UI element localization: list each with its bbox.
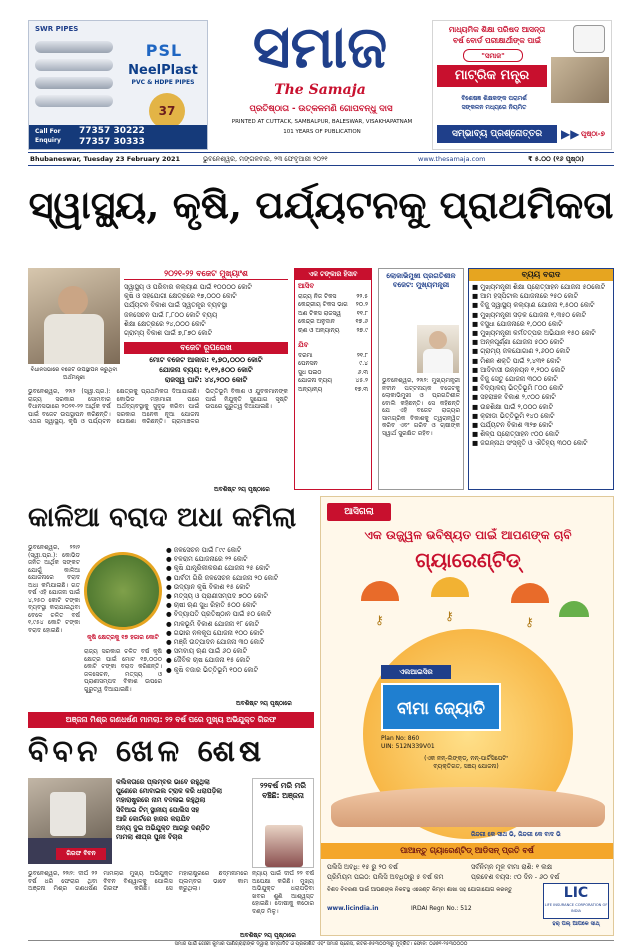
kalia-badge-caption: କୃଷି କ୍ଷେତ୍ରକୁ ୧୭ ହଜାର କୋଟି (87, 634, 159, 641)
kalia-body-2: ରାଜ୍ୟ ସରକାର ଚଳିତ ବର୍ଷ କୃଷି କ୍ଷେତ୍ର ପାଇଁ ମୋଟ ୧୭,୦୦୦ କୋଟି ଟଙ୍କା ବରାଦ କରିଛନ୍ତି। ଜଳସେଚନ, ମତ୍ସ୍ୟ ଓ ପ୍ରାଣୀସମ୍ପଦ ବିକାଶ ଉପରେ ଗୁରୁତ୍ୱ ଦିଆଯାଇଛି। (84, 648, 162, 693)
parachute-icon (511, 583, 549, 603)
biban-bullet: ସିବିଆଇ ଟିମ୍ ସ୍ଥାନୀୟ ପୋଲିସ ସହ (116, 805, 200, 814)
income-row: କେନ୍ଦ୍ରୀୟ ଟିକସ ଭାଗ ୨୦.୨ (298, 301, 368, 309)
summary-2: ରାଜସ୍ୱ ଘାଟି: ୪୪,୨୦୦ କୋଟି (164, 376, 248, 384)
dateline-price: ₹ ୫.୦୦ (୧୬ ପୃଷ୍ଠା) (528, 155, 585, 163)
expense-head: ଯିବ (298, 341, 309, 350)
kalia-item: ● ଜଳସେଚନ ପାଇଁ ୮୯୯ କୋଟି (166, 546, 242, 554)
phone-2[interactable]: 77357 30333 (79, 137, 145, 147)
anniversary-badge (149, 93, 185, 129)
biban-bullet: ଅନ୍ୟ ଦୁଇ ଅଭିଯୁକ୍ତ ଆଗରୁ ଦଣ୍ଡିତ (116, 824, 210, 833)
kalia-item: ● କୃଷି ଯାନ୍ତ୍ରିକୀକରଣ ଯୋଜନା ୨୫ କୋଟି (166, 564, 270, 573)
summary-total: ମୋଟ ବଜେଟ ଆକାର: ୧,୭୦,୦୦୦ କୋଟି (149, 356, 263, 364)
highlight-item: ଜଳସେଚନ ପାଇଁ ୮,୮୦୦ କୋଟି ବ୍ୟୟ (124, 310, 218, 319)
masthead-subtitle: The Samaja (274, 82, 366, 98)
expense-row: ଦରମା ୨୧.୮ (298, 352, 368, 360)
parachute-icon (431, 577, 469, 597)
summary-banner: ବଜେଟ ରୂପରେଖ (124, 342, 288, 354)
biban-bullets (116, 778, 250, 842)
key-icon: ⚷ (525, 615, 534, 629)
spending-item: ■ ଆମ ହସ୍ପିଟାଲ ଯୋଜନାରେ ୨୫୦ କୋଟି (472, 292, 579, 301)
kalia-item: ● ବିଦ୍ୟାପତି ପ୍ରତିଷ୍ଠାନ ପାଇଁ ୫୦ କୋଟି (166, 610, 272, 619)
spending-title: ବ୍ୟୟ ବରାଦ (469, 269, 613, 281)
matric-line1: ମାଧ୍ୟମିକ ଶିକ୍ଷା ପରିଷଦ ଆସନ୍ତା (448, 25, 546, 34)
matric-banner: ସମ୍ଭାବ୍ୟ ପ୍ରଶ୍ନୋତ୍ତର (437, 125, 557, 143)
lic-sms-line: ବିଶଦ ବିବରଣୀ ପାଇଁ ଆପଣଙ୍କ ନିକଟସ୍ଥ ଏଜେଣ୍ଟ କିମ୍ବା ଶାଖା ସହ ଯୋଗାଯୋଗ କରନ୍ତୁ (327, 887, 513, 893)
students-photo (551, 57, 609, 103)
biban-bullet: କଲିକତାରେ ପ୍ଲମ୍ବର ଭାବେ ରହୁଥିଲା (116, 778, 210, 786)
expense-row: ସୁଧ ପଇଠ ୬.୩ (298, 368, 368, 376)
lic-footer-tagline: ହର୍ ପଲ୍ ଆପକେ ସାଥ୍ (552, 921, 600, 927)
call-label: Call For (35, 128, 61, 135)
psl-logo: PSL (145, 41, 183, 60)
highlight-item: ପର୍ଯ୍ୟଟନ ବିକାଶ ପାଇଁ ସ୍ୱତନ୍ତ୍ର ବ୍ୟବସ୍ଥା (124, 301, 228, 310)
kalia-item: ● ଗଭୀର ନଳକୂପ ଯୋଜନା ୧୦୦ କୋଟି (166, 628, 264, 637)
phone-1[interactable]: 77357 30222 (79, 126, 145, 136)
plan-small: ଏଲଆଇସିର (381, 665, 451, 679)
masthead-tagline: ପ୍ରତିଷ୍ଠାତା - ଉତ୍କଳମଣି ଗୋପବନ୍ଧୁ ଦାସ (249, 104, 393, 114)
kalia-headline[interactable]: କାଳିଆ ବରାଦ ଅଧା କମିଲା (28, 502, 297, 533)
cm-box-title: ଲୋକାଭିମୁଖୀ ପ୍ରଗତିଶୀଳ ବଜେଟ: ମୁଖ୍ୟମନ୍ତ୍ରୀ (386, 272, 456, 289)
kalia-item: ● ଜୈବିକ ଚାଷ ଯୋଜନା ୧୫ କୋଟି (166, 656, 251, 665)
lic-logo-text: LIC (563, 885, 589, 901)
highlight-item: ସ୍ୱାସ୍ଥ୍ୟ ଓ ପରିବାର କଲ୍ୟାଣ ପାଇଁ ୧୦୦୦୦ କୋଟି (124, 283, 252, 291)
dateline-web[interactable]: www.thesamaja.com (418, 155, 486, 163)
highlight-item: ଗ୍ରାମ୍ୟ ବିକାଶ ପାଇଁ ୭,୮୭୦ କୋଟି (124, 329, 213, 338)
income-row: ରାଜ୍ୟ ନିଜ ଟିକସ ୨୨.୫ (298, 293, 368, 300)
kalia-item: ● ମାଳଭୂମି ବିକାଶ ଯୋଜନା ୧୮ କୋଟି (166, 619, 260, 628)
dateline-middle: ଭୁବନେଶ୍ୱର, ମଙ୍ଗଳବାର, ୨୩ ଫେବୃଆରୀ ୨୦୨୧ (203, 155, 328, 163)
farmer-photo-badge[interactable] (84, 552, 162, 630)
spending-item: ■ ବିଜୁ ସ୍ୱାସ୍ଥ୍ୟ କଲ୍ୟାଣ ଯୋଜନା ୧,୫୦୦ କୋଟି (472, 301, 595, 310)
pipes-illustration (35, 37, 113, 113)
biban-body: ଭୁବନେଶ୍ୱର, ୨୨ା୨: ଦୀର୍ଘ ୨୨ ବର୍ଷ ଧରି ଫେରାର ଥିବା ଅଞ୍ଜନା ମିଶ୍ର ଗଣଧର୍ଷଣ ମାମଲାର ମୁଖ୍ୟ ଅଭିଯୁକ୍ତ ବିବନ ବିଶ୍ୱାଳକୁ ପୋଲିସ ଗିରଫ କରିଛି। ସେ ମହାରାଷ୍ଟ୍ରରେ ଛଦ୍ମନାମରେ ପ୍ଲମ୍ବର ଭାବେ କାମ କରୁଥିଲା। (28, 870, 248, 892)
lic-tree-line: ଜିନ୍ଦଗୀ କେ ସାଥ ଭି, ଜିନ୍ଦଗୀ କେ ବାଦ ଭି (471, 831, 561, 838)
lic-detail-1: ପଲିସି ଅବଧି: ୧୫ ରୁ ୨୦ ବର୍ଷ (327, 863, 398, 871)
budget-photo[interactable] (28, 268, 120, 364)
spending-item: ■ ମୁଖ୍ୟମନ୍ତ୍ରୀ ଶିକ୍ଷା ପ୍ରୋତ୍ସାହନ ଯୋଜନା ୫୦କୋଟି (472, 283, 606, 291)
key-icon: ⚷ (445, 609, 454, 623)
expense-row: ଯୋଜନା ବ୍ୟୟ ୪୫.୨ (298, 377, 368, 385)
page-footer: ସମାଜ ପାଇଁ ଗୌରୀ କୁମାର ପାଣିଗ୍ରାହୀଙ୍କ ଦ୍ୱାରା ସମ୍ପାଦିତ ଓ ପ୍ରକାଶିତ ଏବଂ ସମାଜ ପ୍ରେସ, କଟକ-୭୫୩୦୦୩ରୁ ମୁଦ୍ରିତ। ଫୋନ: ୦୬୭୧-୨୫୩୦୦୦୦ (28, 940, 614, 948)
lic-tagline: ଏକ ଉଜ୍ଜ୍ୱଳ ଭବିଷ୍ୟତ ପାଇଁ ଆପଣଙ୍କ ଚାବି (364, 528, 572, 542)
lic-full-name: LIFE INSURANCE CORPORATION OF INDIA (544, 903, 608, 913)
lic-logo (543, 883, 609, 919)
masthead-years: 101 YEARS OF PUBLICATION (283, 129, 361, 135)
highlight-item: କୃଷି ଓ ସହଯୋଗୀ କ୍ଷେତ୍ରରେ ୧୭,୦୦୦ କୋଟି (124, 292, 237, 301)
biban-bullet: ପୁଣେରେ ମୋବାଇଲ ଟ୍ରାକ କରି ଧରାପଡ଼ିଲା (116, 787, 223, 796)
ad-brand: NeelPlast (128, 63, 198, 78)
rupee-table-title: ଏକ ଟଙ୍କାର ହିସାବ (295, 269, 371, 280)
matric-line4: ସଙ୍କଳନ ମଧ୍ୟରେ ନିୟମିତ (461, 104, 527, 111)
spending-item: ■ ମୁଖ୍ୟମନ୍ତ୍ରୀ କର୍ମତତ୍ପର ଅଭିଯାନ ୧୫୦ କୋଟି (472, 329, 596, 338)
income-row: ଋଣ ଓ ଅନ୍ୟାନ୍ୟ ୨୭.୯ (298, 326, 368, 334)
enquiry-label: Enquiry (35, 137, 61, 144)
plan-no: Plan No: 860 (381, 735, 420, 742)
budget-photo-caption: ବିଧାନସଭାରେ ବଜେଟ ଉପସ୍ଥାପନ କରୁଥିବା ଅର୍ଥମନ୍ତ୍ରୀ (30, 367, 118, 381)
lic-strip: ପାଆନ୍ତୁ ଗ୍ୟାରେଣ୍ଟିଡ୍ ଆଡିସନ୍ ପ୍ରତି ବର୍ଷ (321, 843, 613, 859)
kalia-list (166, 546, 314, 675)
kalia-item: ● ଉଦ୍ୟାନ କୃଷି ବିକାଶ ୧୫ କୋଟି (166, 582, 250, 591)
plan-sub-2: ବ୍ୟକ୍ତିଗତ, ସଞ୍ଚୟ ଯୋଜନା) (433, 763, 499, 770)
hands-illustration (331, 787, 605, 827)
kalia-item: ● ମଞ୍ଜି ଉତ୍ପାଦନ ଯୋଜନା ୩୦ କୋଟି (166, 638, 265, 647)
ad-right-matric[interactable] (432, 20, 612, 150)
biban-bullet: ଆଜି କୋର୍ଟରେ ହାଜର କରାଯିବ (116, 814, 191, 823)
highlights-title: ୨୦୨୧-୨୨ ବଜେଟ ମୁଖ୍ୟାଂଶ (124, 268, 288, 280)
dateline-bar (28, 152, 614, 166)
spending-panel (468, 268, 614, 490)
plan-sub-1: (ଏକ ନନ୍‌-ଲିଙ୍କ୍‌ଡ୍, ନନ୍‌-ପାର୍ଟିସିପେଟିଂ (424, 755, 508, 762)
cm-box-body: ଭୁବନେଶ୍ୱର, ୨୨ା୨: ମୁଖ୍ୟମନ୍ତ୍ରୀ ନବୀନ ପଟ୍ଟନାୟକ ବଜେଟକୁ ଲୋକାଭିମୁଖୀ ଓ ପ୍ରଗତିଶୀଳ ବୋଲି କହିଛନ୍ତି। ସେ କହିଛନ୍ତି ଯେ ଏହି ବଜେଟ ରାଜ୍ୟର ସାମଗ୍ରିକ ବିକାଶକୁ ତ୍ୱରାନ୍ୱିତ କରିବ ଏବଂ ଗରିବ ଓ ଚାଷୀଙ୍କ ସ୍ୱାର୍ଥ ସୁରକ୍ଷିତ ରହିବ। (382, 377, 460, 437)
lic-web[interactable]: www.licindia.in (327, 905, 379, 912)
masthead-printed: PRINTED AT CUTTACK, SAMBALPUR, BALESWAR, VISAKHAPATNAM (231, 119, 413, 125)
ad-tag: SWR PIPES (35, 25, 79, 33)
matric-line3: ବିଶେଷଜ୍ଞ ଶିକ୍ଷକଙ୍କ ପରାମର୍ଶ (461, 95, 527, 102)
key-icon: ⚷ (375, 613, 384, 627)
kalia-item: ● ଚାଷୀ ଋଣ ସୁଧ ରିହାତି ୫୦୦ କୋଟି (166, 601, 257, 610)
spending-item: ■ ପର୍ଯ୍ୟଟନ ବିକାଶ ୩୨୭ କୋଟି (472, 421, 553, 430)
spending-item: ■ ଅନ୍ନପୂର୍ଣ୍ଣା ଯୋଜନା ୫୦୦ କୋଟି (472, 338, 564, 347)
expense-row: ପେନସନ ୯.୪ (298, 360, 368, 368)
spending-item: ■ ଆଦିବାସୀ ଉନ୍ନୟନ ୧,୨୦୦ କୋଟି (472, 365, 566, 374)
lic-ad[interactable] (320, 496, 614, 936)
masthead-title[interactable]: ସମାଜ (252, 13, 388, 81)
arrow-icon: ▶▶ (561, 127, 580, 141)
anjana-photo (265, 825, 303, 867)
spending-item: ■ ସହରାଞ୍ଚଳ ବିକାଶ ୨,୯୦୦ କୋଟି (472, 393, 556, 402)
ad-left-neelplast[interactable] (28, 20, 208, 150)
lic-irda: IRDAI Regn No.: 512 (411, 905, 472, 912)
biban-bullet: ମହାରାଷ୍ଟ୍ରରେ ନାମ ବଦଳାଇ ରହୁଥିଲା (116, 796, 206, 805)
biban-photo-caption: ଗିରଫ ବିବନ (56, 848, 106, 860)
parachute-icon (559, 601, 589, 617)
highlights-list (124, 283, 288, 338)
kalia-item: ● ବଳରାମ ଯୋଜନାରେ ୨୨ କୋଟି (166, 555, 248, 564)
kalia-item: ● ସମବାୟ ଋଣ ପାଇଁ ୬୦ କୋଟି (166, 647, 248, 656)
spending-item: ■ କ୍ରୀଡା ଭିତ୍ତିଭୂମି ୧୪୦ କୋଟି (472, 411, 555, 420)
spending-item: ■ ମୁଖ୍ୟମନ୍ତ୍ରୀ ସଡ଼କ ଯୋଜନା ୧,୩୫୦ କୋଟି (472, 310, 587, 319)
biban-bullet: ମାମଲା ଶୀଘ୍ର ପୁନଃ ବିଚାର (116, 833, 183, 842)
ad-subtitle: PVC & HDPE PIPES (131, 79, 195, 86)
school-logo (573, 25, 605, 53)
lic-badge: ଆସିଗଲା (327, 503, 391, 521)
spending-item: ■ ଗ୍ରାମ୍ୟ ଜଳଯୋଗାଣ ୨,୬୦୦ କୋଟି (472, 347, 571, 356)
matric-highlight: ମାଟ୍ରିକ ମନ୍ତ୍ର (437, 65, 547, 87)
spending-list (469, 281, 613, 451)
plan-name: ବୀମା ଜ୍ୟୋତି (381, 683, 501, 731)
kalia-continued[interactable]: ଅବଶିଷ୍ଟ ୨ୟ ପୃଷ୍ଠାରେ (236, 700, 292, 707)
spending-item: ■ ମିଶନ ଶକ୍ତି ପାଇଁ ୨,୪୩୧ କୋଟି (472, 356, 561, 365)
spending-item: ■ ବିଜୁ ସେତୁ ଯୋଜନା ୩୦୦ କୋଟି (472, 375, 558, 384)
rupee-table (294, 268, 372, 490)
parachute-icon (361, 581, 399, 601)
lic-guarantee: ଗ୍ୟାରେଣ୍ଟିଡ୍ (415, 548, 521, 572)
spending-item: ■ ଜଗନ୍ନାଥ ସଂସ୍କୃତି ଓ ଐତିହ୍ୟ ୩୦୦ କୋଟି (472, 439, 588, 448)
kalia-item: ● କୃଷି ବଜାର ଭିତ୍ତିଭୂମି ୧୦୦ କୋଟି (166, 665, 259, 674)
plan-uin: UIN: 512N339V01 (381, 743, 435, 750)
biban-headline[interactable]: ବିବନ ଖେଳ ଶେଷ (28, 734, 266, 769)
kalia-item: ● ମତ୍ସ୍ୟ ଓ ପ୍ରାଣୀସମ୍ପଦ ୭୦୦ କୋଟି (166, 592, 268, 601)
matric-page: ପୃଷ୍ଠା-୭ (581, 130, 605, 138)
lic-detail-3: ପ୍ରିମିୟମ ପଇଠ: ପଲିସି ଅବଧିଠାରୁ ୫ ବର୍ଷ କମ (327, 873, 444, 881)
income-head: ଆସିବ (298, 282, 315, 290)
anjana-quote-title: ୨୨ବର୍ଷ ମରି ମରି ବଞ୍ଚିଛି: ଅଞ୍ଜନା (260, 781, 306, 800)
biban-continued[interactable]: ଅବଶିଷ୍ଟ ୨ୟ ପୃଷ୍ଠାରେ (240, 932, 296, 939)
spending-item: ■ ଉଚ୍ଚଶିକ୍ଷା ପାଇଁ ୨,୦୦୦ କୋଟି (472, 402, 554, 411)
main-headline[interactable]: ସ୍ୱାସ୍ଥ୍ୟ, କୃଷି, ପର୍ଯ୍ୟଟନକୁ ପ୍ରାଥମିକତା (28, 182, 614, 227)
budget-body: ଭୁବନେଶ୍ୱର, ୨୨ା୨ (ସ୍ୱୀ.ପ୍ର.): ରାଜ୍ୟ ସରକାର ସୋମବାର ବିଧାନସଭାରେ ୨୦୨୧-୨୨ ଆର୍ଥିକ ବର୍ଷ ପାଇଁ ବଜେଟ ଉପସ୍ଥାପନ କରିଛନ୍ତି। ଏଥର ସ୍ୱାସ୍ଥ୍ୟ, କୃଷି ଓ ପର୍ଯ୍ୟଟନ କ୍ଷେତ୍ରକୁ ପ୍ରାଥମିକତା ଦିଆଯାଇଛି। କୋଭିଡ ମହାମାରୀ ପରେ ଅର୍ଥବ୍ୟବସ୍ଥାକୁ ସୁଦୃଢ କରିବା ପାଇଁ ସରକାର ଅନେକ ନୂଆ ଯୋଜନା ଘୋଷଣା କରିଛନ୍ତି। ଗ୍ରାମାଞ୍ଚଳର ଭିତ୍ତିଭୂମି ବିକାଶ ଓ ଯୁବକମାନଙ୍କ ପାଇଁ ନିଯୁକ୍ତି ସୁଯୋଗ ସୃଷ୍ଟି ଉପରେ ଗୁରୁତ୍ୱ ଦିଆଯାଇଛି। (28, 388, 288, 425)
anjana-quote-box[interactable] (252, 778, 314, 868)
lic-detail-2: ସର୍ବନିମ୍ନ ମୂଳ ବୀମା ରାଶି: ୧ ଲକ୍ଷ (471, 863, 553, 871)
kalia-item: ● ପାର୍ବତୀ ଗିରି ଜଳସେଚନ ଯୋଜନା ୨୦ କୋଟି (166, 573, 279, 582)
cm-reaction-box[interactable] (378, 268, 464, 490)
income-row: ଅଣ ଟିକସ ରାଜସ୍ୱ ୧୧.୮ (298, 309, 368, 317)
expense-row: ଅନ୍ୟାନ୍ୟ ୧୭.୩ (298, 385, 368, 393)
matric-tag: "ସମାଜ" (463, 49, 523, 62)
cm-photo (417, 325, 459, 373)
income-row: କେନ୍ଦ୍ର ଅନୁଦାନ ୧୭.୬ (298, 318, 368, 326)
highlight-item: ଶିକ୍ଷା କ୍ଷେତ୍ରରେ ୨୪,୦୦୦ କୋଟି (124, 319, 206, 328)
ad-call-strip (29, 125, 207, 149)
summary-1: ଯୋଜନା ବ୍ୟୟ: ୧,୧୨,୫୦୦ କୋଟି (159, 366, 253, 374)
anjana-quote-body: ନ୍ୟାୟ ପାଇଁ ଦୀର୍ଘ ୨୨ ବର୍ଷ ଅପେକ୍ଷା କରିଛି। ମୁଖ୍ୟ ଅଭିଯୁକ୍ତ ଧରାପଡ଼ିବା ଖବର ଶୁଣି ଆଶ୍ୱସ୍ତ ହୋଇଛି। ଦୋଷୀକୁ କଠୋର ଦଣ୍ଡ ମିଳୁ। (252, 870, 314, 915)
spending-item: ■ ବସୁଧା ଯୋଜନାରେ ୧,୦୦୦ କୋଟି (472, 319, 563, 328)
spending-item: ■ ଶିଳ୍ପ ପ୍ରୋତ୍ସାହନ ୯୦୦ କୋଟି (472, 430, 560, 439)
kalia-body-1: ଭୁବନେଶ୍ୱର, ୨୨ା୨ (ସ୍ୱୀ.ପ୍ର.): କୋଭିଡ ଜନିତ ଆର୍ଥିକ ସଙ୍କଟ ଯୋଗୁଁ କାଳିଆ ଯୋଜନାରେ ବରାଦ ଅଧା କମିଯାଇଛି। ଗତ ବର୍ଷ ଏହି ଯୋଜନା ପାଇଁ ୪,୨୫୦ କୋଟି ଟଙ୍କା ବ୍ୟବସ୍ଥା କରାଯାଇଥିବା ବେଳେ ଚଳିତ ବର୍ଷ ୧,୯୫୪ କୋଟି ଟଙ୍କା ବରାଦ ହୋଇଛି। (28, 544, 80, 634)
spending-item: ■ ବିଦ୍ୟାଳୟ ଭିତ୍ତିଭୂମି ୮୦୦ କୋଟି (472, 384, 564, 393)
matric-line2: ବର୍ଷ ବୋର୍ଡ ପରୀକ୍ଷାର୍ଥୀଙ୍କ ପାଇଁ (453, 36, 541, 45)
badge-number: 37 (158, 104, 176, 118)
red-strip[interactable]: ଅଞ୍ଜନା ମିଶ୍ର ଗଣଧର୍ଷଣ ମାମଲା: ୨୨ ବର୍ଷ ପରେ ମୁଖ୍ୟ ଅଭିଯୁକ୍ତ ଗିରଫ (28, 712, 314, 728)
dateline-left: Bhubaneswar, Tuesday 23 February 2021 (30, 155, 181, 163)
budget-continued[interactable]: ଅବଶିଷ୍ଟ ୨ୟ ପୃଷ୍ଠାରେ (214, 486, 270, 493)
lic-detail-4: ପ୍ରବେଶ ବୟସ: ୯୦ ଦିନ - ୬୦ ବର୍ଷ (471, 873, 560, 881)
